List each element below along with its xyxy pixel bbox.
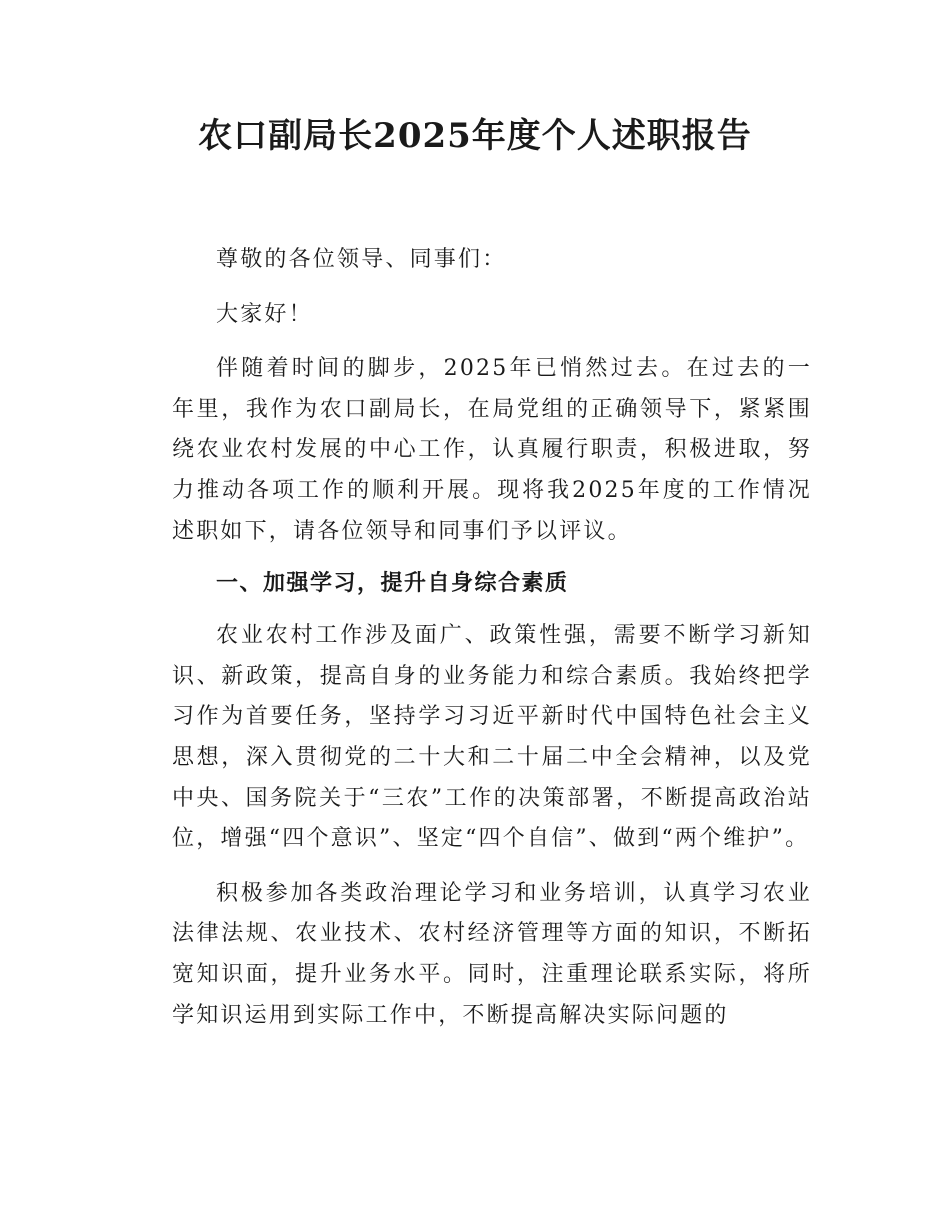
document-body [172, 240, 812, 1036]
intro-paragraph: 伴随着时间的脚步，2025年已悄然过去。在过去的一年里，我作为农口副局长，在局党组的正确领导下，紧紧围绕农业农村发展的中心工作，认真履行职责，积极进取，努力推动各项工作的顺利开展。现将我2025年度的工作情况述职如下，请各位领导和同事们予以评议。 [172, 356, 812, 544]
greeting: 大家好！ [216, 301, 313, 327]
salutation: 尊敬的各位领导、同事们： [216, 247, 507, 272]
document-title: 农口副局长2025年度个人述职报告 [198, 116, 752, 156]
section-paragraph: 积极参加各类政治理论学习和业务培训，认真学习农业法律法规、农业技术、农村经济管理等方面的知识，不断拓宽知识面，提升业务水平。同时，注重理论联系实际，将所学知识运用到实际工作中，不断提高解决实际问题的 [172, 880, 812, 1028]
section-paragraph: 农业农村工作涉及面广、政策性强，需要不断学习新知识、新政策，提高自身的业务能力和综合素质。我始终把学习作为首要任务，坚持学习习近平新时代中国特色社会主义思想，深入贯彻党的二十大和二十届二中全会精神，以及党中央、国务院关于“三农”工作的决策部署，不断提高政治站位，增强“四个意识”、坚定“四个自信”、做到“两个维护”。 [172, 623, 812, 852]
section-heading: 一、加强学习，提升自身综合素质 [216, 571, 569, 597]
